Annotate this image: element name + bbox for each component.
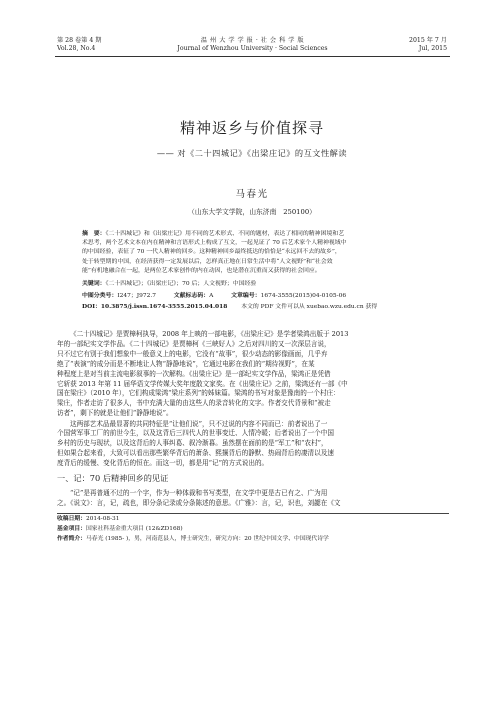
section-heading-1: 一、记：70 后精神回乡的见证 <box>57 473 169 483</box>
author-bio: 作者简介：马春光 (1985- )，男，河南范县人，博士研究生，研究方向：20 世纪中国文学、中国现代诗学 <box>57 536 329 542</box>
clc-number: I247；J972.7 <box>117 293 157 299</box>
abstract-label: 摘 要： <box>82 230 106 237</box>
article-subtitle: —— 对《二十四城记》《出梁庄记》的互文性解读 <box>156 148 348 158</box>
article-title: 精神返乡与价值探寻 <box>179 119 324 137</box>
footnote-rule <box>57 513 449 514</box>
issue-date-en: Jul, 2015 <box>418 45 447 52</box>
volume-label-cn: 第 28 卷第 4 期 <box>57 37 102 44</box>
volume-label-en: Vol.28, No.4 <box>57 45 96 52</box>
header-rule <box>55 56 450 57</box>
pdf-availability-note: 本文的 PDF 文件可以从 xuebao.wzu.edu.cn 获得 <box>241 304 378 310</box>
abstract-line-5: 能”有机地融合在一起，是两位艺术家创作的内在动因，也是潜在沉重而又获得的社会回应。 <box>82 268 321 275</box>
classification-line: 中图分类号：I247；J972.7 文献标志码：A 文章编号：1674-3555(2015)04-0105-06 <box>82 292 347 299</box>
keywords <box>82 279 427 290</box>
document-code: A <box>209 293 214 299</box>
article-number: 1674-3555(2015)04-0105-06 <box>260 293 347 299</box>
author-affiliation: （山东大学文学院，山东济南 250100） <box>188 208 316 216</box>
body-paragraph-1: 《二十四城记》是贾樟柯执导，2008 年上映的一部电影，《出梁庄记》是学者梁鸿出版于 2013 年的一部纪实文学作品。《二十四城记》是贾樟柯《三峡好人》之后对四川的又一次深层言说， 只不过它有别于我们想象中一般意义上的电影，它没有“故事”，很少动态的影像画面，几乎弃 绝了“表演”的成分而是不断地让人物“静静地说”，它通过电影在我们的“期待视野”，在某 种程度上是对当前主流电影叙事的一次解构。《出梁庄记》是一部纪实文学作品，梁鸿正是凭借 它斩获 2013 年第 11 届华语文学传媒大奖年度散文家奖。在《出梁庄记》之前，梁鸿还有一部《中 国在梁庄》（2010 年），它们构成梁鸿“梁庄系列”的姊妹篇。梁鸿的书写对象是豫南的一个村庄： 梁庄，作者走访了很多人，书中充满大量的由这些人的录音转化的文字。作者交代背景和“被走 访者”，剩下的就是让他们“静静地说”。 <box>57 330 349 418</box>
abstract-line-3: 的中国经验，表征了 70 一代人精神的回乡。这种精神回乡最终抵达的恰恰是“永远回不去的故乡”， <box>82 249 341 256</box>
abstract-line-1: 摘 要：《二十四城记》和《出梁庄记》用不同的艺术形式、不同的题材，表达了相同的精神困境和艺 <box>82 230 345 237</box>
keywords-text: 《二十四城记》；《出梁庄记》；70 后；人文视野；中国经验 <box>105 281 257 287</box>
body-paragraph-2: 这两部艺术品最显著的共同特征是“让他们说”，只不过说的内容不同而已：前者说出了一 个国营军事工厂的前世今生，以及这背后三四代人的世事变迁、人情冷暖；后者说出了一个中国 乡村的历史与现状，以及这背后的人事纠葛、叙冷渐暮。虽然摆在面前的是“军工”和“农村”， 但如果合起来看，大致可以看出那些繁华背后的萧条、熙攘背后的静默、热闹背后的凄清以及速 度背后的缓慢、变化背后的恒在。而这一切，都是用“记”的方式说出的。 <box>57 419 334 468</box>
body-paragraph-3: “记”是再普通不过的一个字，作为一种体裁和书写类型，在文学中更是古已有之、广为用 之。《说文》：言，记，疏也，即分条记录或分条陈述的意思。《广雅》：言，记，识也，刘勰在《文 <box>57 489 341 507</box>
keywords-label: 关键词： <box>82 280 106 287</box>
issue-date-cn: 2015 年 7 月 <box>409 37 447 44</box>
journal-name-en: Journal of Wenzhou University · Social Sciences <box>177 45 328 52</box>
doi-line: DOI：10.3875/j.issn.1674-3555.2015.04.018 本文的 PDF 文件可以从 xuebao.wzu.edu.cn 获得 <box>82 303 378 310</box>
abstract-line-2: 术思考，两个艺术文本在内在精神和言语形式上构成了互文，一起见证了 70 后艺术家个人精神视域中 <box>82 239 347 246</box>
fund-project: 基金项目：国家社科基金重大项目 (12&ZD168) <box>57 526 183 532</box>
author-name: 马春光 <box>235 189 269 200</box>
received-date: 收稿日期：2014-08-31 <box>57 516 120 522</box>
doi-value: 10.3875/j.issn.1674-3555.2015.04.018 <box>100 303 228 310</box>
journal-name-cn: 温 州 大 学 学 报 · 社 会 科 学 版 <box>200 37 305 44</box>
abstract-line-4: 处于转型期的中国，在经济获得一定发展以后，怎样真正地在日常生活中将“人文视野”和“社会效 <box>82 258 333 265</box>
